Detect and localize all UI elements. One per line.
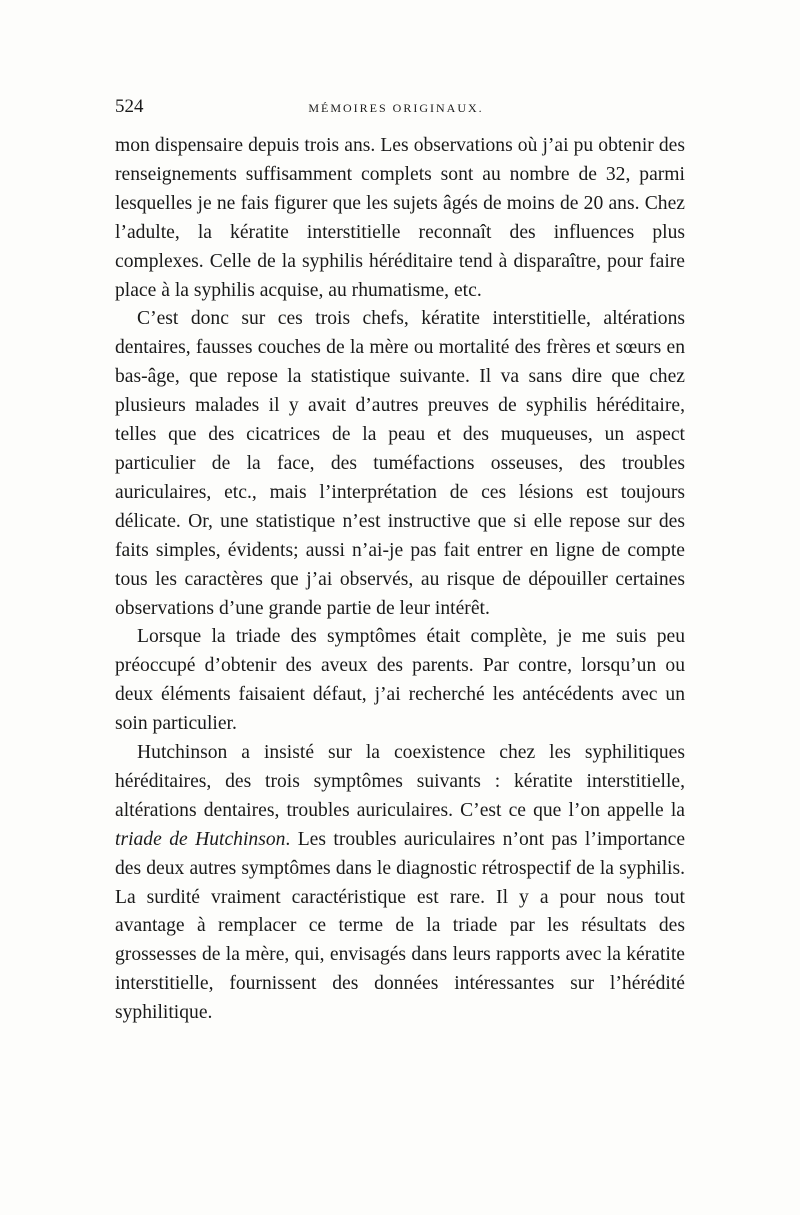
paragraph-3: Lorsque la triade des symptômes était complète, je me suis peu préoccupé d’obtenir des aveux des parents. Par contre, lorsqu’un ou deux éléments faisaient défaut, j’ai recherché les antécédents avec un soin particulier. bbox=[115, 626, 685, 735]
paragraph-4 bbox=[115, 739, 685, 1028]
page-number: 524 bbox=[115, 96, 144, 117]
book-page bbox=[115, 96, 685, 1028]
paragraph-4-text-before: Hutchinson a insisté sur la coexistence chez les syphilitiques héréditaires, des trois symptômes suivants : kératite interstitielle, altérations dentaires, troubles auriculaires. C’est ce que l’on appelle la bbox=[115, 742, 685, 821]
paragraph-1: mon dispensaire depuis trois ans. Les observations où j’ai pu obtenir des renseignements suffisamment complets sont au nombre de 32, parmi lesquelles je ne fais figurer que les sujets âgés de moins de 20 ans. Chez l’adulte, la kératite interstitielle reconnaît des influences plus complexes. Celle de la syphilis héréditaire tend à disparaître, pour faire place à la syphilis acquise, au rhumatisme, etc. bbox=[115, 135, 685, 301]
paragraph-2: C’est donc sur ces trois chefs, kératite interstitielle, altérations dentaires, fausses couches de la mère ou mortalité des frères et sœurs en bas-âge, que repose la statistique suivante. Il va sans dire que chez plusieurs malades il y avait d’autres preuves de syphilis héréditaire, telles que des cicatrices de la peau et des muqueuses, un aspect particulier de la face, des tuméfactions osseuses, des troubles auriculaires, etc., mais l’interprétation de ces lésions est toujours délicate. Or, une statistique n’est instructive que si elle repose sur des faits simples, évidents; aussi n’ai-je pas fait entrer en ligne de compte tous les caractères que j’ai observés, au risque de dépouiller certaines observations d’une grande partie de leur intérêt. bbox=[115, 308, 685, 619]
paragraph-4-italic-term: triade de Hutchinson bbox=[115, 828, 286, 850]
running-head: MÉMOIRES ORIGINAUX. bbox=[308, 101, 484, 115]
body-text bbox=[115, 132, 685, 1028]
page-header bbox=[115, 96, 685, 126]
paragraph-4-text-after: . Les troubles auriculaires n’ont pas l’importance des deux autres symptômes dans le diagnostic rétrospectif de la syphilis. La surdité vraiment caractéristique est rare. Il y a pour nous tout avantage à remplacer ce terme de la triade par les résultats des grossesses de la mère, qui, envisagés dans leurs rapports avec la kératite interstitielle, fournissent des données intéressantes sur l’hérédité syphilitique. bbox=[115, 828, 686, 1024]
